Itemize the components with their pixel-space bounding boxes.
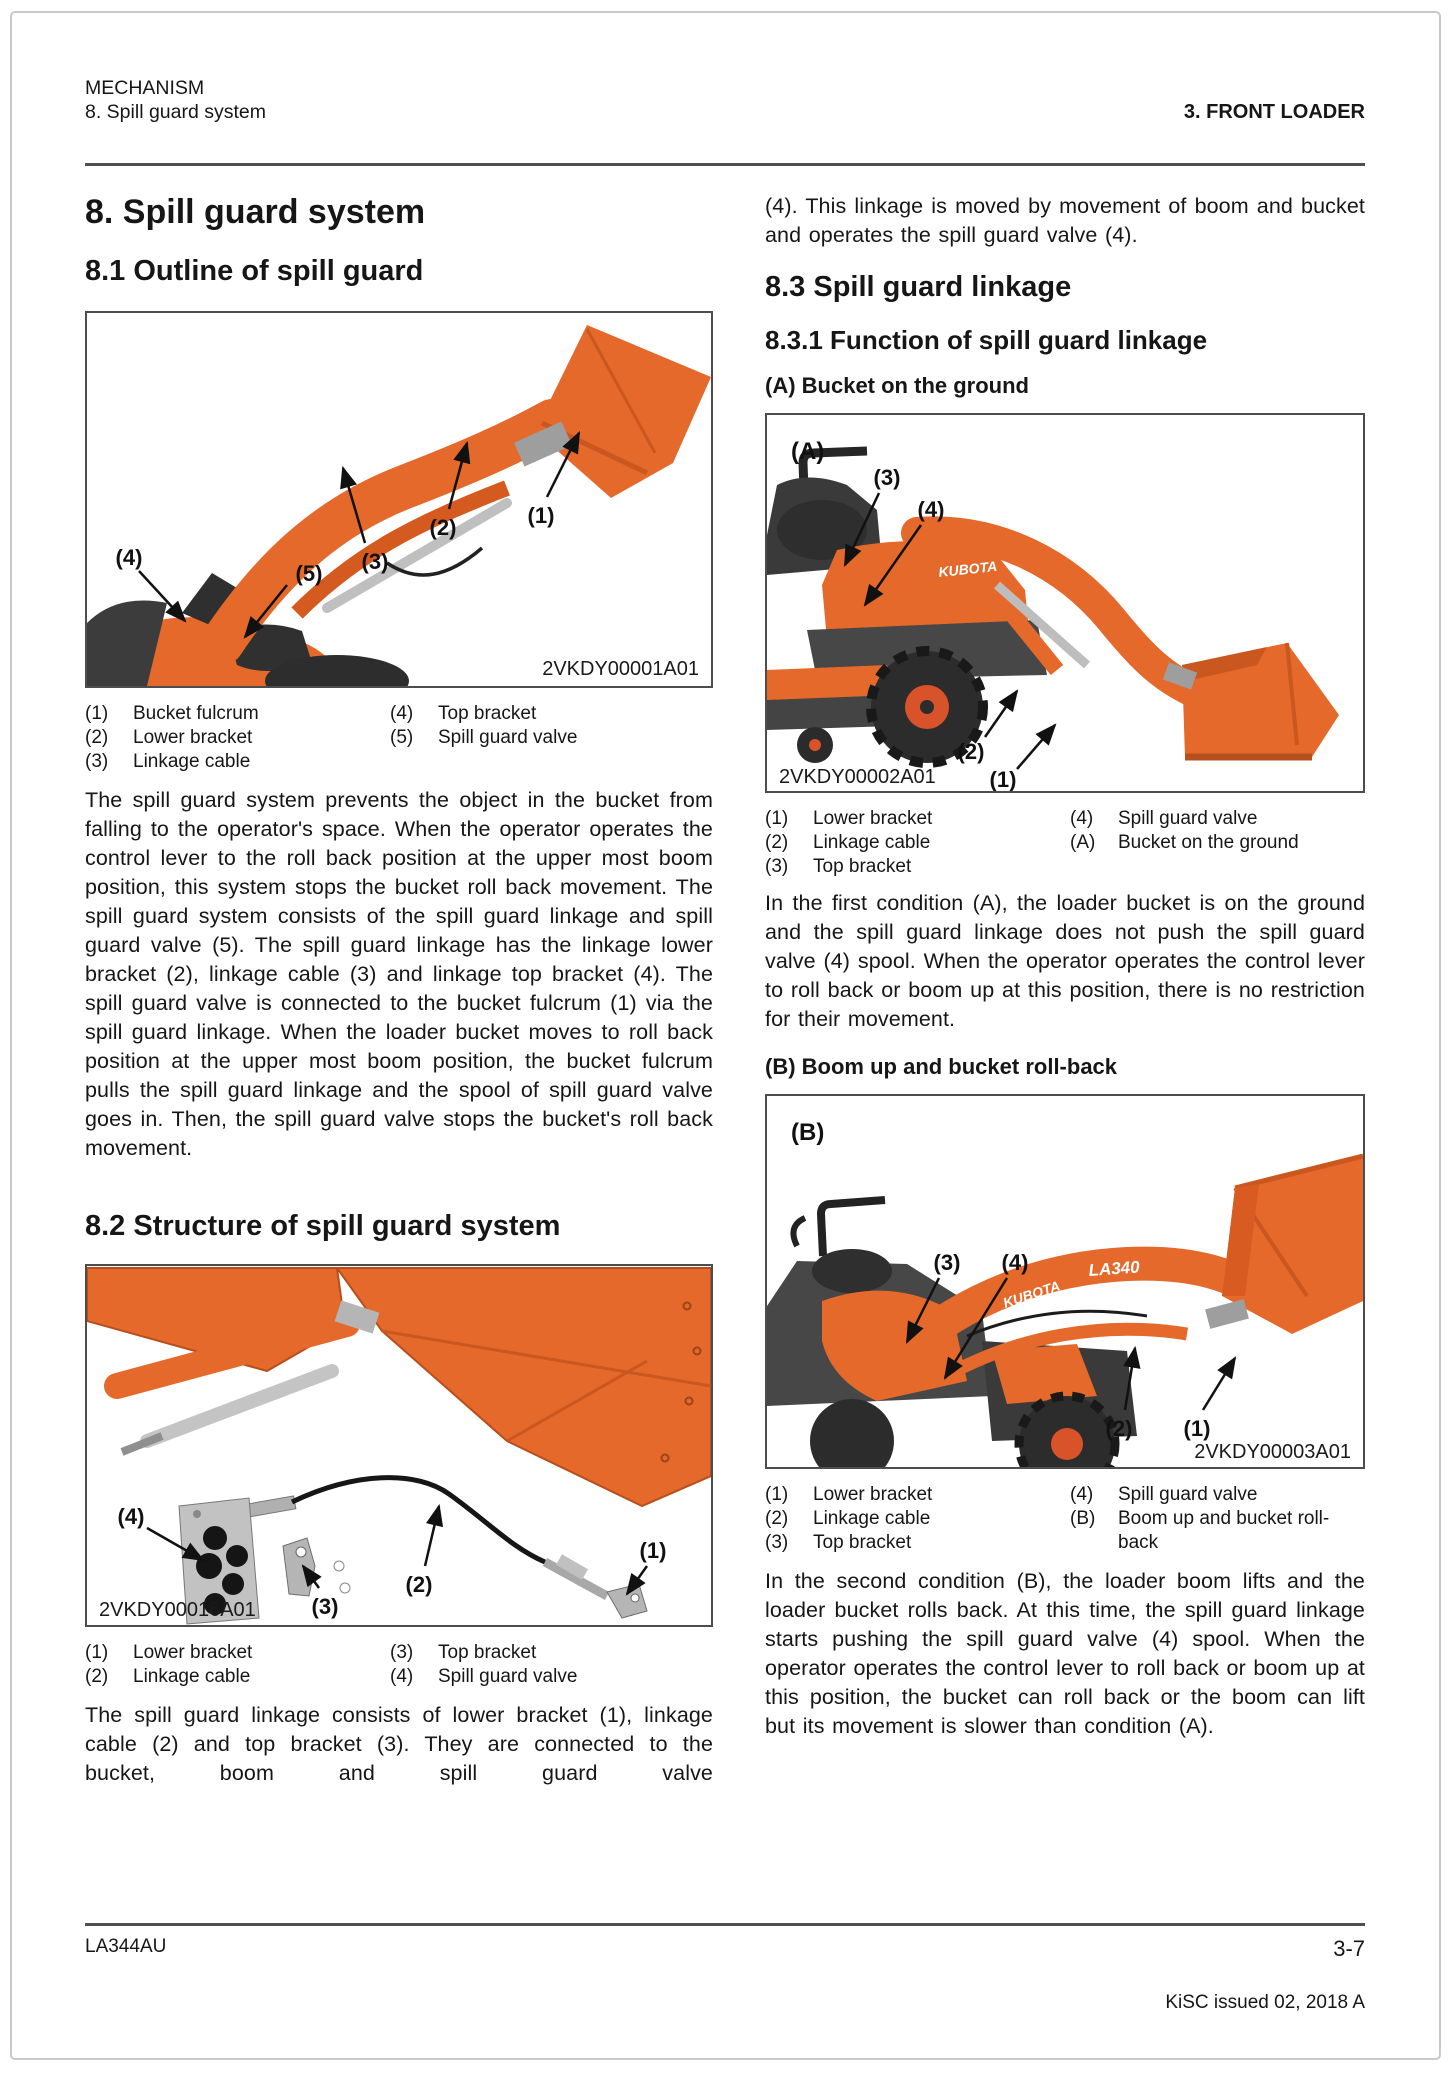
page-title: 8. Spill guard system	[85, 193, 426, 231]
callout-4-label: (4)	[917, 497, 945, 522]
heading-8-3-1: 8.3.1 Function of spill guard linkage	[765, 325, 1208, 355]
callout-4-label: (4)	[117, 1504, 145, 1529]
legend-item: (2) Linkage cable	[765, 1508, 931, 1529]
panel-label: (B)	[791, 1119, 825, 1146]
figure-outline-of-spill-guard	[85, 311, 713, 688]
model-decal: LA340	[1087, 1257, 1141, 1280]
figure-boom-up-bucket-rollback	[765, 1094, 1365, 1469]
legend-column	[390, 702, 713, 774]
loader-boom-drawing	[87, 1268, 379, 1452]
legend-condition-a	[765, 807, 1365, 879]
legend-item: (1) Lower bracket	[765, 1484, 933, 1505]
callout-5-label: (5)	[295, 561, 323, 586]
linkage-cad-drawing	[87, 1266, 711, 1625]
legend-item: (2) Lower bracket	[85, 727, 253, 748]
page-header	[85, 76, 1365, 124]
callout-4-label: (4)	[1001, 1250, 1029, 1275]
brand-decal: KUBOTA	[1000, 1277, 1062, 1311]
heading-condition-a: (A) Bucket on the ground	[765, 373, 1029, 398]
loader-bucket	[1205, 1156, 1363, 1334]
footer-page-number: 3-7	[1333, 1936, 1365, 1961]
heading-condition-b: (B) Boom up and bucket roll-back	[765, 1054, 1118, 1079]
legend-item: (2) Linkage cable	[85, 1666, 251, 1687]
header-section: 8. Spill guard system	[85, 101, 266, 123]
panel-label: (A)	[791, 438, 825, 465]
legend-condition-b	[765, 1483, 1365, 1555]
header-doc-type: MECHANISM	[85, 77, 205, 99]
body-text-8-1: The spill guard system prevents the object in the bucket from falling to the operator's space. When the operator operates the control lever to the roll back position at the upper most boom position, this system stops the bucket roll back movement. The spill guard system consists of the spill guard linkage and spill guard valve (5). The spill guard linkage has the linkage lower bracket (2), linkage cable (3) and linkage top bracket (4). The spill guard valve is connected to the bucket fulcrum (1) via the spill guard linkage. When the loader bucket moves to roll back position at the upper most boom position, the bucket fulcrum pulls the spill guard linkage and the spool of spill guard valve goes in. Then, the spill guard valve stops the bucket's roll back movement.	[85, 788, 713, 1160]
footer-model-code: LA344AU	[85, 1936, 167, 1957]
footer-rule	[85, 1923, 1365, 1926]
legend-item: (A) Bucket on the ground	[1070, 832, 1299, 853]
callout-2-arrow	[985, 691, 1017, 737]
callout-3-label: (3)	[873, 465, 901, 490]
rollbar	[821, 1200, 885, 1256]
legend-item: (3) Top bracket	[765, 1532, 912, 1553]
legend-item: (1) Lower bracket	[85, 1642, 253, 1663]
lower-bracket-drawing	[607, 1584, 647, 1618]
legend-column	[765, 1483, 1070, 1555]
legend-column	[390, 1641, 713, 1689]
right-column	[765, 186, 1365, 1741]
legend-item: (3) Linkage cable	[85, 751, 251, 772]
body-text-8-2: The spill guard linkage consists of lower bracket (1), linkage cable (2) and top bracket (3). They are connected to the bucket, boom and spill guard valve	[85, 1703, 713, 1785]
body-text-condition-a: In the first condition (A), the loader bucket is on the ground and the spill guard linkage does not push the spill guard valve (4) spool. When the operator operates the control lever to roll back or boom up at this position, there is no restriction for their movement.	[765, 891, 1365, 1031]
callout-2-label: (2)	[957, 739, 985, 764]
loader-bucket-drawing	[337, 1268, 711, 1506]
legend-item: (3) Top bracket	[390, 1642, 537, 1663]
callout-1-label: (1)	[989, 767, 1017, 791]
figure-image-id: 2VKDY00002A01	[779, 766, 936, 788]
loader-bucket	[1163, 643, 1339, 757]
body-text-condition-b: In the second condition (B), the loader boom lifts and the loader bucket rolls back. At this time, the spill guard linkage starts pushing the spill guard valve (4) spool. When the operator operates the control lever to roll back or boom up at this position, the bucket can roll back or the boom can lift but its movement is slower than condition (A).	[765, 1569, 1365, 1738]
callout-1-arrow	[1203, 1358, 1235, 1410]
callout-1-label: (1)	[639, 1538, 667, 1563]
tractor-boom-up-photo	[767, 1096, 1363, 1467]
legend-8-1	[85, 702, 713, 774]
legend-item: (B) Boom up and bucket roll-back	[1070, 1508, 1330, 1553]
legend-column	[85, 702, 390, 774]
legend-item: (1) Lower bracket	[765, 808, 933, 829]
tractor-bucket-on-ground-photo	[767, 415, 1363, 791]
model-decal: LA340	[1046, 592, 1094, 633]
legend-column	[1070, 807, 1365, 879]
callout-1-label: (1)	[527, 503, 555, 528]
legend-item: (5) Spill guard valve	[390, 727, 578, 748]
body-text-continuation: (4). This linkage is moved by movement of boom and bucket and operates the spill guard valve (4).	[765, 194, 1365, 247]
header-left	[85, 76, 266, 124]
callout-3-label: (3)	[933, 1250, 961, 1275]
top-bracket-drawing	[283, 1538, 350, 1596]
legend-column	[1070, 1483, 1365, 1555]
loader-raised-illustration	[87, 313, 711, 686]
callout-2-label: (2)	[429, 515, 457, 540]
heading-8-1: 8.1 Outline of spill guard	[85, 255, 424, 287]
legend-item: (4) Top bracket	[390, 703, 537, 724]
legend-8-2	[85, 1641, 713, 1689]
figure-bucket-on-ground	[765, 413, 1365, 793]
legend-item: (4) Spill guard valve	[390, 1666, 578, 1687]
figure-image-id: 2VKDY00001A01	[542, 658, 699, 680]
heading-8-2: 8.2 Structure of spill guard system	[85, 1210, 561, 1242]
callout-1-arrow	[1017, 725, 1055, 769]
figure-image-id: 2VKDY00003A01	[1194, 1441, 1351, 1463]
callout-3-label: (3)	[361, 549, 389, 574]
callout-1-label: (1)	[1183, 1416, 1211, 1441]
figure-structure-of-spill-guard	[85, 1264, 713, 1627]
legend-item: (4) Spill guard valve	[1070, 1484, 1258, 1505]
loader-boom	[222, 421, 552, 643]
model-decal: LA340	[201, 429, 261, 492]
callout-2-label: (2)	[405, 1572, 433, 1597]
figure-image-id: 2VKDY00016A01	[99, 1599, 256, 1621]
page-footer	[85, 1936, 1365, 1962]
legend-column	[85, 1641, 390, 1689]
heading-8-3: 8.3 Spill guard linkage	[765, 271, 1072, 303]
legend-item: (1) Bucket fulcrum	[85, 703, 259, 724]
brand-decal: KUBOTA	[155, 490, 219, 568]
legend-item: (4) Spill guard valve	[1070, 808, 1258, 829]
legend-item: (3) Top bracket	[765, 856, 912, 877]
header-rule	[85, 163, 1365, 166]
callout-2-label: (2)	[1105, 1416, 1133, 1441]
footer-issue-note: KiSC issued 02, 2018 A	[1165, 1992, 1365, 2013]
left-column	[85, 186, 713, 1788]
callout-2-arrow	[425, 1506, 439, 1566]
brand-decal: KUBOTA	[937, 557, 998, 580]
legend-column	[765, 807, 1070, 879]
header-chapter: 3. FRONT LOADER	[1183, 101, 1365, 123]
callout-3-label: (3)	[311, 1594, 339, 1619]
legend-item: (2) Linkage cable	[765, 832, 931, 853]
callout-4-label: (4)	[115, 545, 143, 570]
